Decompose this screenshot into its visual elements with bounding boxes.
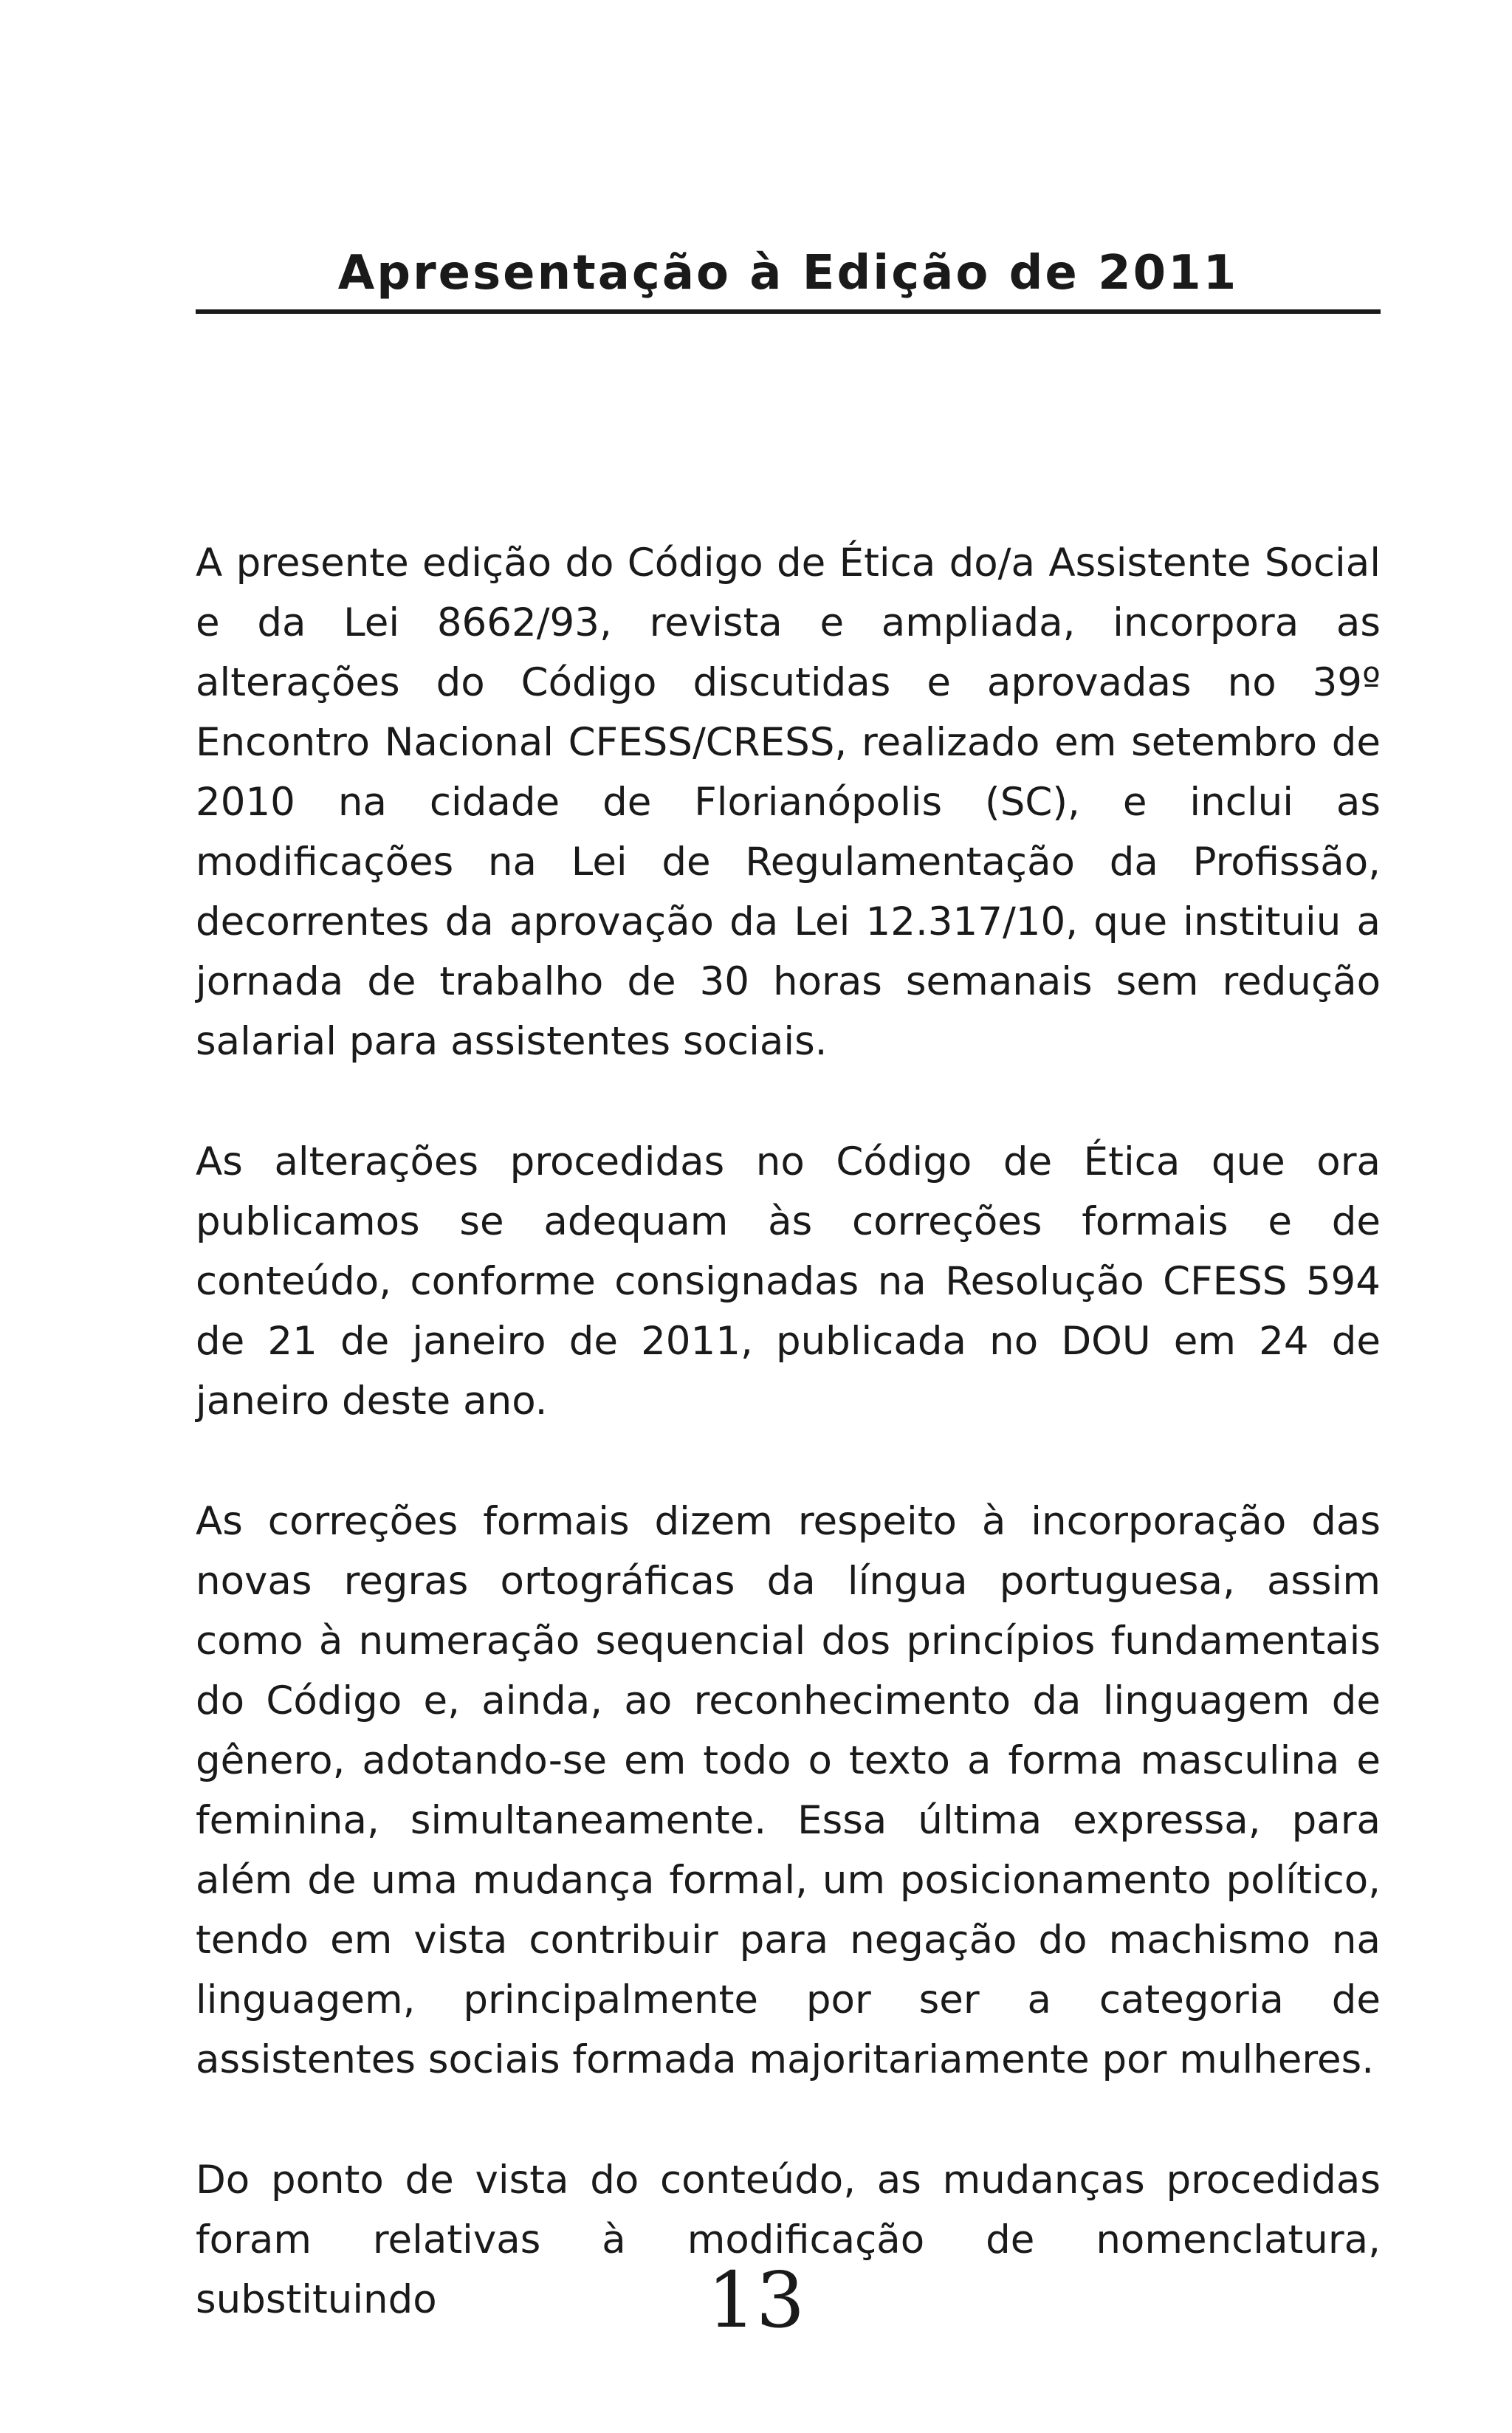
paragraph-2: As alterações procedidas no Código de Ética que ora publicamos se adequam às correções formais e de conteúdo, conforme consignadas na Resolução CFESS 594 de 21 de janeiro de 2011, publicada no DOU em 24 de janeiro deste ano. [196,1139,1381,1424]
paragraph-4: Do ponto de vista do conteúdo, as mudanças procedidas foram relativas à modificação de nomenclatura, substituindo [196,2158,1381,2322]
page-number: 13 [707,2255,805,2345]
body-text [196,533,1381,2330]
title-underline-rule [196,309,1381,314]
paragraph-3: As correções formais dizem respeito à incorporação das novas regras ortográficas da língua portuguesa, assim como à numeração sequencial dos princípios fundamentais do Código e, ainda, ao reconhecimento da linguagem de gênero, adotando-se em todo o texto a forma masculina e feminina, simultaneamente. Essa última expressa, para além de uma mudança formal, um posicionamento político, tendo em vista contribuir para negação do machismo na linguagem, principalmente por ser a categoria de assistentes sociais formada majoritariamente por mulheres. [196,1499,1381,2082]
paragraph-1: A presente edição do Código de Ética do/a Assistente Social e da Lei 8662/93, revista e ampliada, incorpora as alterações do Código discutidas e aprovadas no 39º Encontro Nacional CFESS/CRESS, realizado em setembro de 2010 na cidade de Florianópolis (SC), e inclui as modificações na Lei de Regulamentação da Profissão, decorrentes da aprovação da Lei 12.317/10, que instituiu a jornada de trabalho de 30 horas semanais sem redução salarial para assistentes sociais. [196,541,1381,1064]
page-title: Apresentação à Edição de 2011 [337,246,1239,301]
